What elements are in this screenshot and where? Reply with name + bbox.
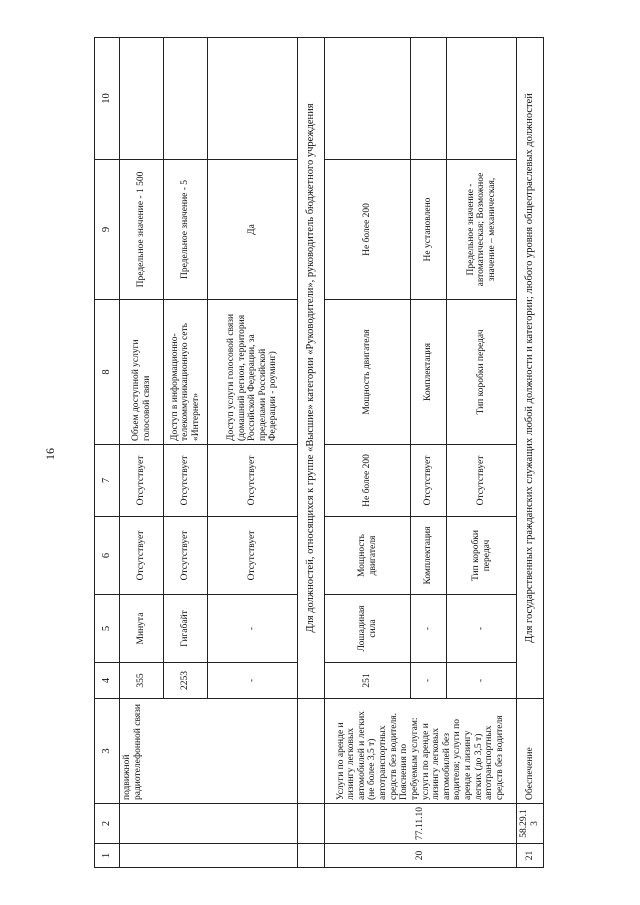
- unit-name-cell: Лошадиная сила: [325, 595, 411, 663]
- okei-code-cell: -: [447, 663, 517, 699]
- characteristic-cell: Мощность двигателя: [325, 300, 411, 445]
- okpd-code-cell: 58.29.13: [517, 804, 544, 844]
- section-heading: Для государственных гражданских служащих любой должности и категории; любого уровня общеотраслевых должностей: [517, 38, 544, 699]
- unit-name-cell: Гигабайт: [164, 595, 208, 663]
- header-cell: 6: [95, 517, 120, 595]
- header-row: [95, 38, 120, 868]
- empty-cell: [298, 699, 325, 804]
- value-cell: Отсутствует: [120, 445, 164, 517]
- okpd-code-cell: 77.11.10: [325, 804, 517, 844]
- okei-code-cell: 355: [120, 663, 164, 699]
- section-heading: Для должностей, относящихся к группе «Высшие» категории «Руководители», руководитель бюджетного учреждения: [298, 38, 325, 699]
- unit-name-cell: -: [208, 595, 298, 663]
- header-cell: 7: [95, 445, 120, 517]
- row-number-cell: [120, 844, 298, 868]
- service-name-cell: Обеспечение: [517, 699, 544, 804]
- characteristic-cell: Отсутствует: [208, 517, 298, 595]
- value-cell: Отсутствует: [447, 445, 517, 517]
- unit-name-cell: -: [411, 595, 447, 663]
- header-cell: 1: [95, 844, 120, 868]
- okpd-code-cell: [120, 804, 298, 844]
- value-cell: Предельное значение - автоматическая; Возможное значение – механическая,: [447, 160, 517, 300]
- characteristic-cell: Тип коробки передач: [447, 300, 517, 445]
- characteristic-cell: Отсутствует: [164, 517, 208, 595]
- characteristic-cell: Доступ в информационно-телекоммуникационную сеть «Интернет»: [164, 300, 208, 445]
- value-cell: Предельное значение - 1 500: [120, 160, 164, 300]
- justification-cell: [120, 38, 164, 160]
- header-cell: 8: [95, 300, 120, 445]
- okei-code-cell: 251: [325, 663, 411, 699]
- characteristic-cell: Тип коробки передач: [447, 517, 517, 595]
- table-row: [517, 38, 544, 868]
- value-cell: Отсутствует: [164, 445, 208, 517]
- row-number-cell: 20: [325, 844, 517, 868]
- okei-code-cell: 2253: [164, 663, 208, 699]
- justification-cell: [208, 38, 298, 160]
- value-cell: Предельное значение - 5: [164, 160, 208, 300]
- header-cell: 5: [95, 595, 120, 663]
- service-name-cell: подвижной радиотелефонной связи: [120, 699, 298, 804]
- service-name-cell: Услуги по аренде и лизингу легковых автомобилей и легких (не более 3,5 т) автотранспортных средств без водителя. Пояснения по требуемым услугам: услуги по аренде и лизингу легковых автомобилей без водителя; услуги по аренде и лизингу легких (до 3,5 т) автотранспортных средств без водителя: [325, 699, 517, 804]
- unit-name-cell: Минута: [120, 595, 164, 663]
- value-cell: Да: [208, 160, 298, 300]
- justification-cell: [447, 38, 517, 160]
- value-cell: Не установлено: [411, 160, 447, 300]
- section-row: [298, 38, 325, 868]
- row-number-cell: 21: [517, 844, 544, 868]
- requirements-table: [94, 37, 544, 868]
- justification-cell: [325, 38, 411, 160]
- characteristic-cell: Доступ услуги голосовой связи (домашний регион, территория Российской Федерации, за пределами Российской Федерации - роуминг): [208, 300, 298, 445]
- header-cell: 2: [95, 804, 120, 844]
- unit-name-cell: -: [447, 595, 517, 663]
- header-cell: 9: [95, 160, 120, 300]
- characteristic-cell: Комплектация: [411, 300, 447, 445]
- empty-cell: [298, 844, 325, 868]
- empty-cell: [298, 804, 325, 844]
- header-cell: 4: [95, 663, 120, 699]
- justification-cell: [411, 38, 447, 160]
- rotated-table-sheet: [94, 38, 546, 868]
- okei-code-cell: -: [411, 663, 447, 699]
- justification-cell: [164, 38, 208, 160]
- value-cell: Не более 200: [325, 445, 411, 517]
- header-cell: 10: [95, 38, 120, 160]
- value-cell: Отсутствует: [411, 445, 447, 517]
- characteristic-cell: Отсутствует: [120, 517, 164, 595]
- header-cell: 3: [95, 699, 120, 804]
- characteristic-cell: Мощность двигателя: [325, 517, 411, 595]
- page-number: 16: [43, 448, 57, 460]
- table-row: [325, 38, 411, 868]
- characteristic-cell: Комплектация: [411, 517, 447, 595]
- okei-code-cell: -: [208, 663, 298, 699]
- value-cell: Отсутствует: [208, 445, 298, 517]
- value-cell: Не более 200: [325, 160, 411, 300]
- table-row: [120, 38, 164, 868]
- characteristic-cell: Объем доступной услуги голосовой связи: [120, 300, 164, 445]
